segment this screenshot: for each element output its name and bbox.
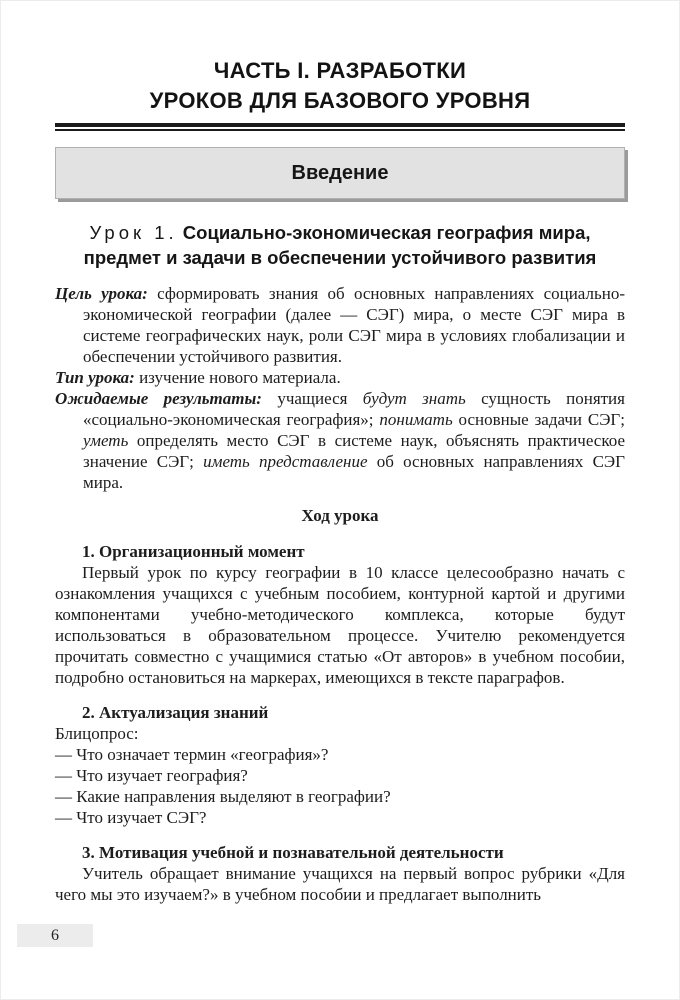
section-2-heading: 2. Актуализация знаний (82, 703, 269, 722)
lesson-title-line2: предмет и задачи в обеспечении устойчивого развития (83, 247, 597, 268)
section-2-intro: Блицопрос: (55, 724, 139, 743)
lesson-goal-text: сформировать знания об основных направлениях социально-экономической географии (далее — СЭГ) мира, о месте СЭГ мира в системе географических наук, роли СЭГ мира в условиях глобализации и обеспечении устойчивого развития. (83, 284, 625, 366)
lesson-label: Урок 1. (89, 222, 178, 243)
section-banner (55, 147, 625, 199)
lesson-goal (55, 283, 625, 367)
page-number-badge (17, 924, 93, 947)
results-text-3: основные задачи СЭГ; (452, 410, 625, 429)
results-italic-2: понимать (379, 410, 453, 429)
page-content (55, 0, 625, 905)
quiz-question-3: — Какие направления выделяют в географии? (55, 787, 391, 806)
quiz-question-4: — Что изучает СЭГ? (55, 808, 207, 827)
double-rule-thin (55, 129, 625, 131)
lesson-meta (55, 283, 625, 493)
lesson-type (55, 367, 625, 388)
page-number: 6 (51, 927, 59, 944)
part-header-line1: ЧАСТЬ I. РАЗРАБОТКИ (213, 58, 467, 83)
section-3-paragraph: Учитель обращает внимание учащихся на первый вопрос рубрики «Для чего мы это изучаем?» в учебном пособии и предлагает выполнить (55, 864, 625, 904)
part-header (55, 56, 625, 116)
results-italic-1: будут знать (362, 389, 466, 408)
results-text-5: об основных направлениях СЭГ мира. (83, 452, 625, 492)
lesson-goal-lead: Цель урока: (55, 284, 148, 303)
section-3-heading: 3. Мотивация учебной и познавательной деятельности (82, 843, 504, 862)
results-italic-4: иметь представление (203, 452, 368, 471)
lesson-type-text: изучение нового материала. (134, 368, 341, 387)
lesson-results-lead: Ожидаемые результаты: (55, 389, 262, 408)
double-rule-thick (55, 123, 625, 127)
lesson-title-line1: Социально-экономическая география мира, (182, 222, 591, 243)
section-banner-title: Введение (291, 161, 389, 184)
results-text-1: учащиеся (261, 389, 363, 408)
lesson-results (55, 388, 625, 493)
lesson-heading (55, 220, 625, 270)
part-header-line2: УРОКОВ ДЛЯ БАЗОВОГО УРОВНЯ (149, 88, 531, 113)
lesson-type-lead: Тип урока: (55, 368, 135, 387)
section-1-heading: 1. Организационный момент (82, 542, 305, 561)
section-1-paragraph: Первый урок по курсу географии в 10 классе целесообразно начать с ознакомления учащихся с учебным пособием, контурной картой и другими компонентами учебно-методического комплекса, которые будут использоваться в образовательном процессе. Учителю рекомендуется прочитать совместно с учащимися статью «От авторов» в учебном пособии, подробно остановиться на маркерах, имеющихся в тексте параграфов. (55, 563, 625, 687)
results-text-4: определять место СЭГ в системе наук, объяснять практическое значение СЭГ; (83, 431, 625, 471)
results-text-2: сущность понятия «социально-экономическая география»; (83, 389, 625, 429)
results-italic-3: уметь (83, 431, 129, 450)
quiz-question-2: — Что изучает география? (55, 766, 248, 785)
course-heading: Ход урока (301, 506, 379, 525)
quiz-question-1: — Что означает термин «география»? (55, 745, 329, 764)
